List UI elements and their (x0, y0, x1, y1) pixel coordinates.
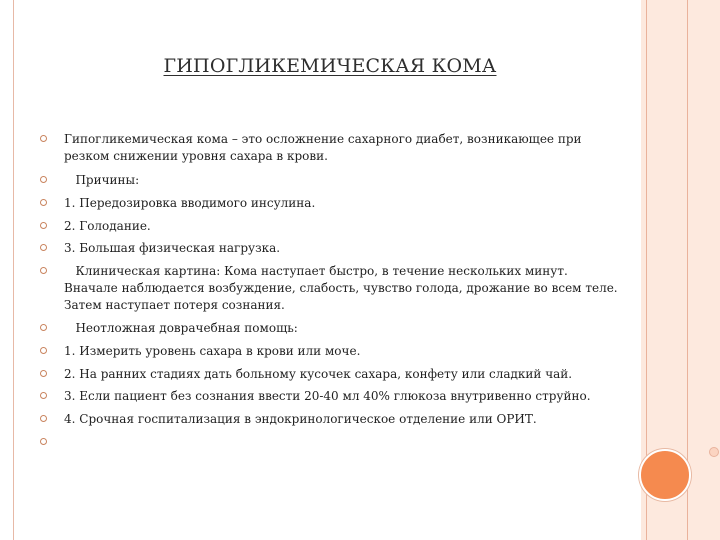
bullet-text: 4. Срочная госпитализация в эндокринологическое отделение или ОРИТ. (64, 412, 537, 426)
bullet-text: Гипогликемическая кома – это осложнение сахарного диабет, возникающее при резком снижении уровня сахара в крови. (64, 132, 582, 163)
bullet-text: 1. Передозировка вводимого инсулина. (64, 196, 316, 210)
bullet-text: Клиническая картина: Кома наступает быстро, в течение нескольких минут. Вначале наблюдается возбуждение, слабость, чувство голода, дрожание во всем теле. Затем наступает потеря сознания. (64, 264, 618, 312)
right-decor-line-right (687, 0, 688, 540)
bullet-marker-icon (40, 438, 47, 445)
slide-title: ГИПОГЛИКЕМИЧЕСКАЯ КОМА (163, 55, 497, 77)
decor-large-circle (639, 449, 691, 501)
bullet-text: 2. Голодание. (64, 219, 151, 233)
bullet-marker-icon (40, 370, 47, 377)
bullet-marker-icon (40, 392, 47, 399)
bullet-marker-icon (40, 324, 47, 331)
bullet-text: Причины: (64, 173, 140, 187)
bullet-text: 3. Большая физическая нагрузка. (64, 241, 281, 255)
bullet-marker-icon (40, 267, 47, 274)
decor-small-circle (709, 447, 719, 457)
bullet-marker-icon (40, 199, 47, 206)
bullet-marker-icon (40, 222, 47, 229)
bullet-marker-icon (40, 135, 47, 142)
bullet-text: 3. Если пациент без сознания ввести 20-40 мл 40% глюкоза внутривенно струйно. (64, 389, 591, 403)
bullet-marker-icon (40, 244, 47, 251)
bullet-marker-icon (40, 176, 47, 183)
bullet-text: 2. На ранних стадиях дать больному кусочек сахара, конфету или сладкий чай. (64, 367, 573, 381)
bullet-text: 1. Измерить уровень сахара в крови или моче. (64, 344, 361, 358)
bullet-marker-icon (40, 347, 47, 354)
bullet-marker-icon (40, 415, 47, 422)
bullet-text: Неотложная доврачебная помощь: (64, 321, 298, 335)
